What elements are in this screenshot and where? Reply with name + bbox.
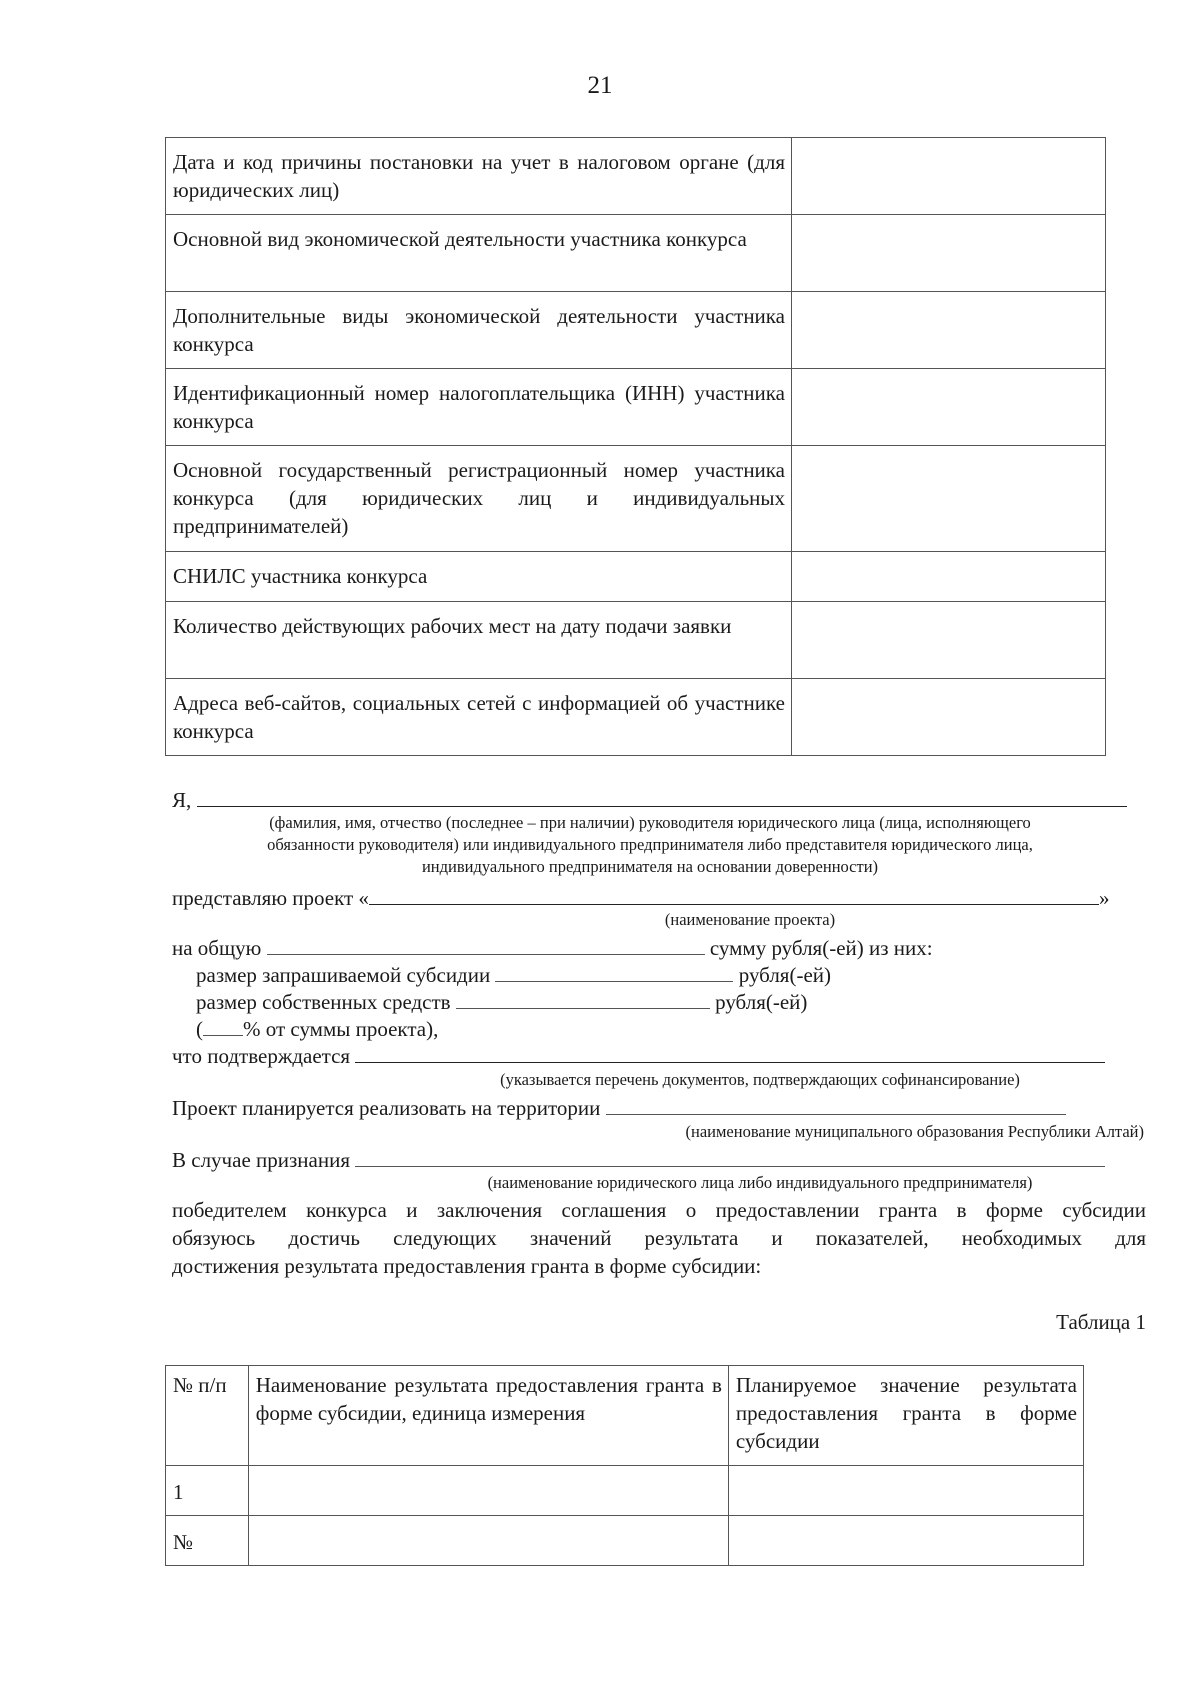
applicant-caption-1: (фамилия, имя, отчество (последнее – при наличии) руководителя юридического лица (лица, исполняющего [269,813,1031,832]
table-header-row [166,1366,1084,1466]
row-result-name[interactable] [248,1516,728,1566]
project-name-field[interactable] [369,884,1099,905]
row-value[interactable] [792,552,1106,602]
applicant-label: Я, [172,788,192,812]
own-funds-field[interactable] [456,988,710,1009]
table-row [166,292,1106,369]
own-funds-line [196,988,807,1015]
header-planned-value: Планируемое значение результата предоставления гранта в форме субсидии [728,1366,1083,1466]
table1-caption: Таблица 1 [1056,1310,1146,1334]
applicant-caption-3: индивидуального предпринимателя на основании доверенности) [421,857,879,876]
results-table [165,1365,1084,1566]
percent-line [196,1015,438,1042]
row-result-name[interactable] [248,1466,728,1516]
subsidy-suffix: рубля(-ей) [738,963,832,987]
row-label: Основной вид экономической деятельности участника конкурса [166,215,792,292]
total-label: на общую [172,936,262,960]
applicant-caption-2: обязанности руководителя) или индивидуального предпринимателя либо представителя юридического лица, [267,835,1033,854]
row-number: № [166,1516,249,1566]
case-line [172,1146,1105,1173]
project-line [172,884,1109,911]
row-label: Дополнительные виды экономической деятельности участника конкурса [166,292,792,369]
percent-label: % от суммы проекта), [243,1017,439,1041]
table-row [166,552,1106,602]
total-suffix: сумму рубля(-ей) из них: [709,936,933,960]
table-row [166,369,1106,446]
row-value[interactable] [792,215,1106,292]
table-row [166,602,1106,679]
own-funds-label: размер собственных средств [196,990,451,1014]
total-sum-field[interactable] [267,934,705,955]
row-number: 1 [166,1466,249,1516]
applicant-name-field[interactable] [197,786,1127,807]
applicant-line [172,786,1127,813]
confirm-label: что подтверждается [172,1044,351,1068]
table-row [166,679,1106,756]
territory-line [172,1094,1066,1121]
territory-field[interactable] [606,1094,1066,1115]
territory-label: Проект планируется реализовать на территории [172,1096,601,1120]
subsidy-field[interactable] [495,961,733,982]
row-value[interactable] [792,602,1106,679]
confirm-line [172,1042,1105,1069]
percent-field[interactable] [203,1015,243,1036]
table-row [166,1516,1084,1566]
table-row [166,215,1106,292]
total-line [172,934,933,961]
row-label: Основной государственный регистрационный номер участника конкурса (для юридических лиц и индивидуальных предпринимателей) [166,446,792,552]
paragraph-line: обязуюсь достичь следующих значений результата и показателей, необходимых для [172,1226,1146,1250]
project-label: представляю проект « [172,886,369,910]
row-value[interactable] [792,138,1106,215]
confirm-caption: (указывается перечень документов, подтверждающих софинансирование) [500,1070,1020,1089]
confirm-field[interactable] [355,1042,1105,1063]
case-caption: (наименование юридического лица либо индивидуального предпринимателя) [487,1173,1033,1192]
case-field[interactable] [355,1146,1105,1167]
row-label: Дата и код причины постановки на учет в налоговом органе (для юридических лиц) [166,138,792,215]
row-value[interactable] [792,679,1106,756]
table-row [166,138,1106,215]
commitment-paragraph [172,1196,1146,1280]
row-planned-value[interactable] [728,1466,1083,1516]
participant-info-table [165,137,1106,756]
row-value[interactable] [792,292,1106,369]
subsidy-label: размер запрашиваемой субсидии [196,963,491,987]
page-number: 21 [587,72,613,99]
row-planned-value[interactable] [728,1516,1083,1566]
row-value[interactable] [792,369,1106,446]
paragraph-line: достижения результата предоставления гранта в форме субсидии: [172,1254,762,1278]
row-value[interactable] [792,446,1106,552]
project-caption: (наименование проекта) [664,910,836,929]
subsidy-line [196,961,831,988]
row-label: Адреса веб-сайтов, социальных сетей с информацией об участнике конкурса [166,679,792,756]
percent-open: ( [196,1017,203,1041]
row-label: СНИЛС участника конкурса [166,552,792,602]
table-row [166,446,1106,552]
project-quote-close: » [1098,886,1110,910]
case-label: В случае признания [172,1148,350,1172]
paragraph-line: победителем конкурса и заключения соглашения о предоставлении гранта в форме субсидии [172,1198,1146,1222]
table-row [166,1466,1084,1516]
row-label: Количество действующих рабочих мест на дату подачи заявки [166,602,792,679]
header-result-name: Наименование результата предоставления гранта в форме субсидии, единица измерения [248,1366,728,1466]
header-number: № п/п [166,1366,249,1466]
row-label: Идентификационный номер налогоплательщика (ИНН) участника конкурса [166,369,792,446]
own-funds-suffix: рубля(-ей) [715,990,808,1014]
territory-caption: (наименование муниципального образования Республики Алтай) [685,1122,1144,1141]
